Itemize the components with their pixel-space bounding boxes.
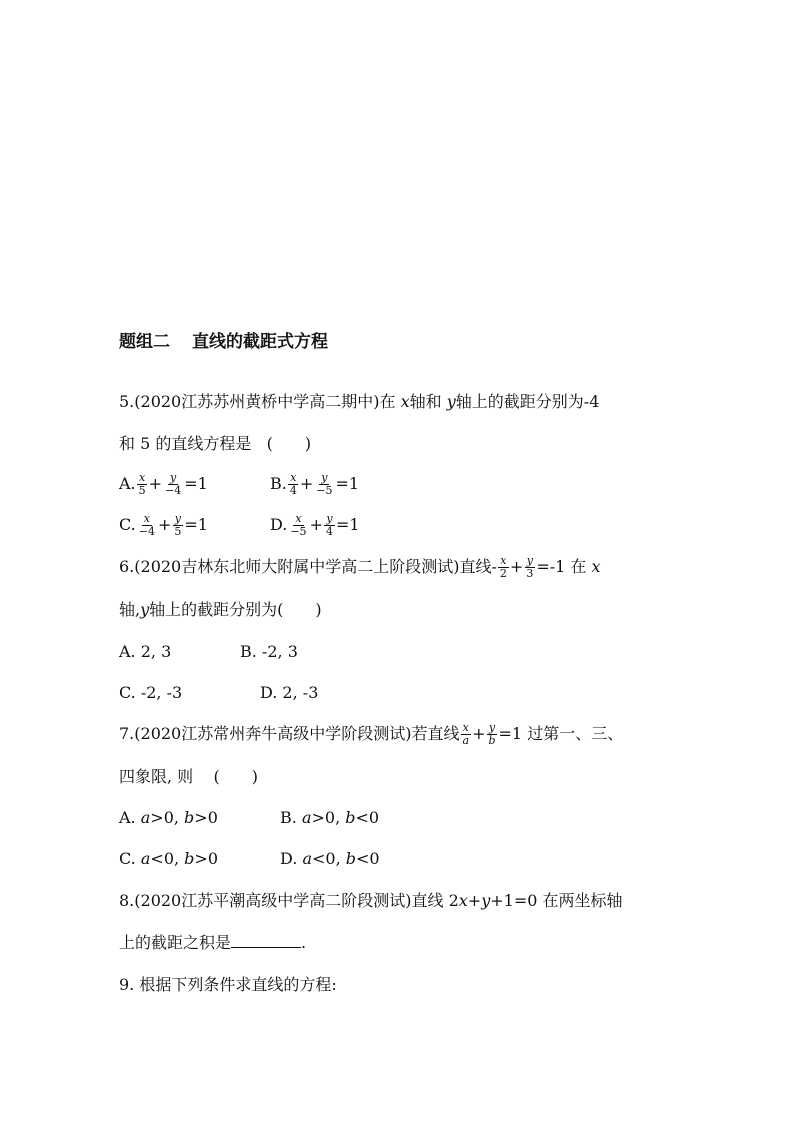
q7-b-label: B. <box>280 808 297 827</box>
q5-line1 <box>119 390 599 414</box>
q7-text2: =1 过第一、三、 <box>498 724 624 743</box>
section-heading <box>119 330 328 354</box>
q7-c-var-a: a <box>140 849 151 868</box>
q5-c-label: C. <box>119 515 136 534</box>
q5-option-b <box>270 472 359 497</box>
q7-d-var-b: b <box>345 849 356 868</box>
q7-option-b <box>280 806 379 830</box>
q7-d-label: D. <box>280 849 298 868</box>
q5-text3: 轴上的截距分别为-4 <box>455 392 600 411</box>
q7-text3: 四象限, 则 <box>119 767 194 786</box>
q7-number: 7. <box>119 724 135 743</box>
q7-frac2 <box>486 722 497 747</box>
q6-line2 <box>119 598 322 622</box>
q7-option-a <box>119 806 218 830</box>
q7-frac1 <box>461 722 472 747</box>
q8-number: 8. <box>119 891 135 910</box>
q7-num2: y <box>488 721 496 734</box>
section-title: 直线的截距式方程 <box>192 332 328 352</box>
q5-a-label: A. <box>119 474 136 493</box>
q6-op: + <box>509 557 524 576</box>
q5-d-label: D. <box>270 515 288 534</box>
q9-line1: 9. 根据下列条件求直线的方程: <box>119 975 337 994</box>
q5-b-label: B. <box>270 474 287 493</box>
q8-answer-blank[interactable] <box>231 931 301 948</box>
q7-op: + <box>472 724 486 743</box>
q5-d-frac2 <box>324 513 335 538</box>
q5-a-num2: y <box>170 471 177 484</box>
q5-d-num1: x <box>295 512 302 525</box>
q6-text2: =-1 在 <box>536 557 587 576</box>
q5-text2: 轴和 <box>409 392 442 411</box>
q5-d-op: + <box>309 515 323 534</box>
q7-b-var-a: a <box>301 808 312 827</box>
q6-source: (2020吉林东北师大附属中学高二上阶段测试) <box>134 557 460 576</box>
q5-c-num1: x <box>143 512 150 525</box>
q7-b-rel1: >0, <box>311 808 341 827</box>
q5-c-frac2 <box>172 513 183 538</box>
q5-a-frac1 <box>137 472 148 497</box>
q5-a-frac2 <box>163 472 183 497</box>
q7-c-rel1: <0, <box>150 849 180 868</box>
q7-text1: 若直线 <box>411 724 460 743</box>
q7-b-var-b: b <box>345 808 356 827</box>
q6-frac1 <box>498 555 509 580</box>
q5-a-num1: x <box>139 471 146 484</box>
q5-option-c <box>119 513 208 538</box>
q5-b-op: + <box>299 474 314 493</box>
q8-var-y: y <box>481 891 491 910</box>
q5-d-num2: y <box>326 512 333 525</box>
q5-a-den2: −4 <box>165 484 182 497</box>
q8-var-x: x <box>458 891 468 910</box>
q5-b-tail: =1 <box>335 474 360 493</box>
q5-c-tail: =1 <box>184 515 208 534</box>
q5-c-den2: 5 <box>174 525 182 538</box>
q8-text1: 直线 2 <box>411 891 459 910</box>
q5-d-den1: −5 <box>290 525 307 538</box>
q7-d-rel2: <0 <box>356 849 380 868</box>
q8-text3: +1=0 在两坐标轴 <box>490 891 623 910</box>
q6-number: 6. <box>119 557 135 576</box>
q5-c-num2: y <box>174 512 181 525</box>
q5-text4: 和 5 的直线方程是 <box>119 434 252 453</box>
q5-line2 <box>119 432 311 456</box>
q5-number: 5. <box>119 392 135 411</box>
q5-d-frac1 <box>288 513 308 538</box>
q6-den2: 3 <box>526 567 534 580</box>
q7-b-rel2: <0 <box>355 808 380 827</box>
q6-num2: y <box>526 554 533 567</box>
q6-den1: 2 <box>499 567 507 580</box>
q5-b-frac2 <box>314 472 334 497</box>
q7-line1 <box>119 722 623 747</box>
q5-b-den2: −5 <box>316 484 333 497</box>
q7-option-d <box>280 847 380 871</box>
q6-text3: 轴, <box>119 600 141 619</box>
q7-d-var-a: a <box>302 849 312 868</box>
q7-answer-paren: ( ) <box>213 767 259 786</box>
q6-answer-paren: ( ) <box>277 600 322 619</box>
q6-option-a: A. 2, 3 <box>119 642 172 661</box>
q8-line1 <box>119 889 623 913</box>
q5-source: (2020江苏苏州黄桥中学高二期中) <box>134 392 380 411</box>
q5-c-frac1 <box>137 513 157 538</box>
q7-option-c <box>119 847 218 871</box>
q6-line1 <box>119 555 601 580</box>
q5-d-den2: 4 <box>325 525 333 538</box>
q8-line2 <box>119 931 306 955</box>
q7-a-var-a: a <box>140 808 151 827</box>
q7-source: (2020江苏常州奔牛高级中学阶段测试) <box>134 724 412 743</box>
section-label: 题组二 <box>119 332 170 352</box>
q7-c-rel2: >0 <box>194 849 219 868</box>
q5-text1: 在 <box>379 392 396 411</box>
q8-text4: 上的截距之积是 <box>119 933 232 952</box>
q5-option-d <box>270 513 360 538</box>
q6-text4: 轴上的截距分别为 <box>149 600 278 619</box>
q5-a-tail: =1 <box>184 474 208 493</box>
q7-c-var-b: b <box>184 849 195 868</box>
q5-b-den1: 4 <box>289 484 297 497</box>
q7-num1: x <box>462 721 469 734</box>
q7-den1: a <box>462 734 470 747</box>
q8-end: . <box>301 933 307 952</box>
q5-b-frac1 <box>288 472 299 497</box>
q8-text2: + <box>467 891 482 910</box>
q6-var-y: y <box>140 600 150 619</box>
q5-var-y: y <box>446 392 456 411</box>
q5-c-op: + <box>157 515 172 534</box>
q6-var-x: x <box>591 557 601 576</box>
q6-num1: x <box>500 554 507 567</box>
q6-frac2 <box>524 555 535 580</box>
q7-line2 <box>119 765 258 789</box>
q5-a-op: + <box>148 474 163 493</box>
q6-text1: 直线- <box>459 557 497 576</box>
q7-den2: b <box>488 734 496 747</box>
q7-a-label: A. <box>119 808 136 827</box>
q5-option-a <box>119 472 208 497</box>
q5-c-den1: −4 <box>138 525 155 538</box>
q6-option-d: D. 2, -3 <box>260 683 319 702</box>
q7-d-rel1: <0, <box>311 849 341 868</box>
q5-answer-paren: ( ) <box>266 434 312 453</box>
q7-a-rel1: >0, <box>150 808 179 827</box>
q5-a-den1: 5 <box>138 484 146 497</box>
q7-a-rel2: >0 <box>194 808 218 827</box>
q7-c-label: C. <box>119 849 136 868</box>
q5-d-tail: =1 <box>335 515 360 534</box>
q6-option-c: C. -2, -3 <box>119 683 183 702</box>
q8-source: (2020江苏平潮高级中学高二阶段测试) <box>134 891 412 910</box>
q5-b-num1: x <box>290 471 297 484</box>
q5-b-num2: y <box>321 471 328 484</box>
q5-var-x: x <box>400 392 410 411</box>
q6-option-b: B. -2, 3 <box>240 642 298 661</box>
q7-a-var-b: b <box>184 808 195 827</box>
